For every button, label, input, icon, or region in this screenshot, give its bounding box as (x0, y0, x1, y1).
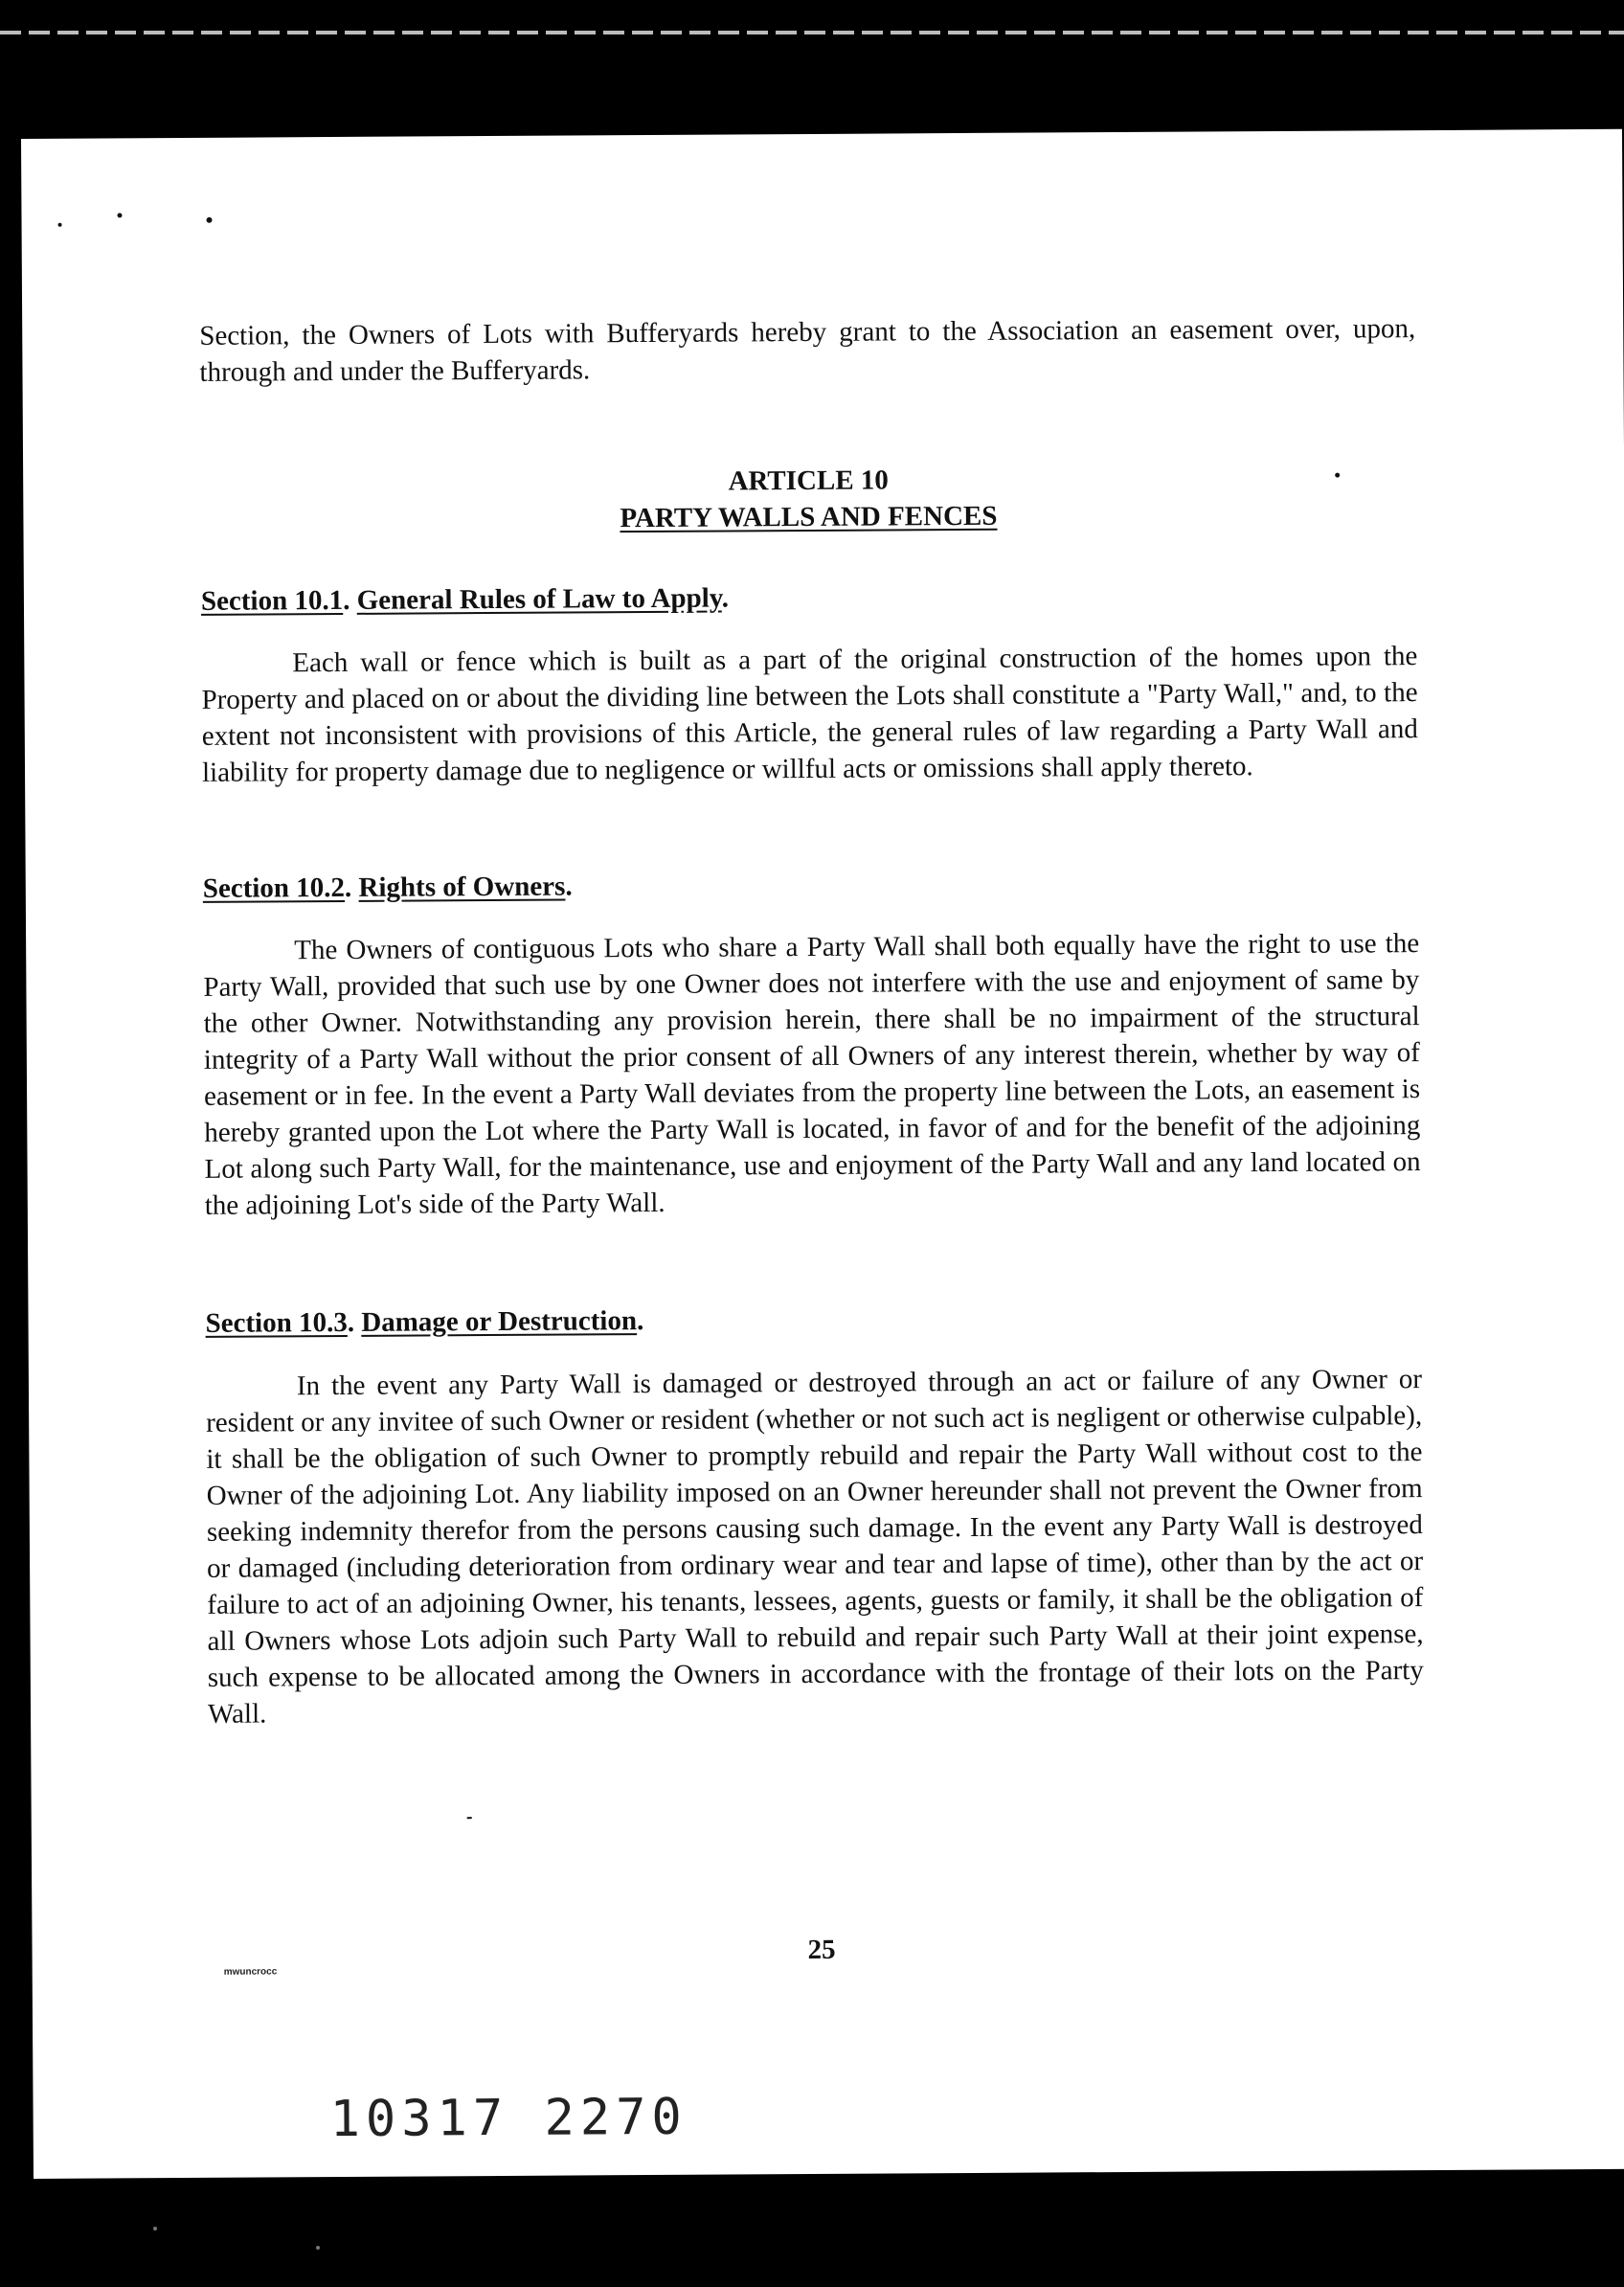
section-body-10-1: Each wall or fence which is built as a part of the original construction of the homes upon the Property and placed on or about the dividing line between the Lots shall constitute a "Party Wall," and, to the extent not inconsistent with provisions of this Article, the general rules of law regarding a Party Wall and liability for property damage due to negligence or willful acts or omissions shall apply thereto. (201, 641, 1418, 788)
continuation-paragraph: Section, the Owners of Lots with Bufferyards hereby grant to the Association an easement over, upon, through and under the Bufferyards. (199, 313, 1416, 388)
scan-speck (467, 1817, 472, 1819)
section-body-10-2: The Owners of contiguous Lots who share a Party Wall shall both equally have the right to use the Party Wall, provided that such use by one Owner does not interfere with the use and enjoyment of same by the other Owner. Notwithstanding any provision herein, there shall be no impairment of the structural integrity of a Party Wall without the prior consent of all Owners of any interest therein, whether by way of easement or in fee. In the event a Party Wall deviates from the property line between the Lots, an easement is hereby granted upon the Lot where the Party Wall is located, in favor of and for the benefit of the adjoining Lot along such Party Wall, for the maintenance, use and enjoyment of the Party Wall and any land located on the adjoining Lot's side of the Party Wall. (203, 928, 1421, 1221)
scan-speck (153, 2227, 157, 2230)
scan-speck (117, 213, 122, 217)
scan-speck (316, 2246, 320, 2250)
section-title: Damage or Destruction (361, 1305, 638, 1338)
section-heading-10-3: Section 10.3. Damage or Destruction. (205, 1305, 644, 1339)
document-page (21, 129, 1624, 2179)
document-stamp-number: 10317 2270 (329, 2088, 688, 2149)
section-title: Rights of Owners (358, 871, 566, 903)
section-title: General Rules of Law to Apply (356, 582, 722, 616)
scan-speck (207, 217, 213, 223)
section-heading-10-1: Section 10.1. General Rules of Law to Apply. (200, 582, 730, 617)
section-heading-10-2: Section 10.2. Rights of Owners. (202, 871, 573, 904)
section-number: Section 10.2 (202, 872, 346, 904)
scan-speck (58, 223, 62, 227)
section-number: Section 10.1 (200, 584, 344, 617)
article-title (200, 495, 1416, 539)
section-number: Section 10.3 (205, 1306, 348, 1339)
article-title-text: PARTY WALLS AND FENCES (620, 500, 998, 534)
section-body-10-3: In the event any Party Wall is damaged or destroyed through an act or failure of any Owner or resident or any invitee of such Owner or resident (whether or not such act is negligent or otherwise culpable), it shall be the obligation of such Owner to promptly rebuild and repair the Party Wall without cost to the Owner of the adjoining Lot. Any liability imposed on an Owner hereunder shall not prevent the Owner from seeking indemnity therefor from the persons causing such damage. In the event any Party Wall is destroyed or damaged (including deterioration from ordinary wear and tear and lapse of time), other than by the act or failure to act of an adjoining Owner, his tenants, lessees, agents, guests or family, it shall be the obligation of all Owners whose Lots adjoin such Party Wall to rebuild and repair such Party Wall at their joint expense, such expense to be allocated among the Owners in accordance with the frontage of their lots on the Party Wall. (206, 1364, 1424, 1730)
scan-edge-line (0, 31, 1624, 34)
file-code: mwuncrocc (223, 1966, 278, 1978)
article-number: ARTICLE 10 (728, 464, 889, 497)
page-number: 25 (807, 1934, 836, 1966)
